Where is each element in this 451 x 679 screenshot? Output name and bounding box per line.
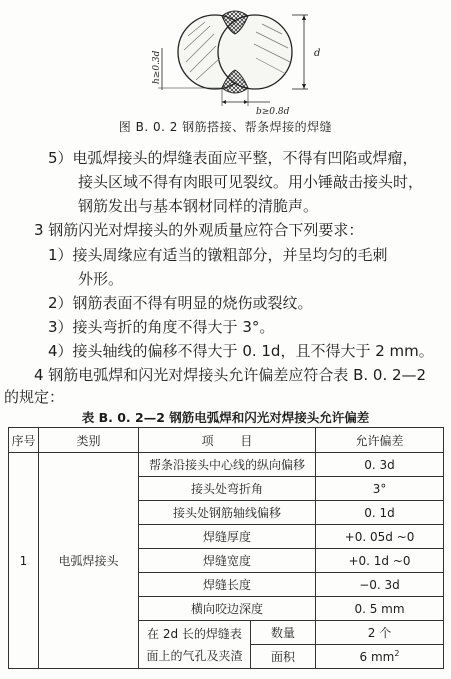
table-row (9, 453, 444, 477)
weld-diagram (150, 4, 350, 116)
cell-no: 1 (9, 453, 39, 669)
cell-tolerance: +0. 05d ~0 (316, 525, 444, 549)
pore-item-line2: 面上的气孔及夹渣 (146, 648, 243, 663)
dimension-h-label: h≥0.3d (152, 50, 162, 84)
cell-pore-item (139, 621, 251, 669)
paragraph-line: 5）电弧焊接头的焊缝表面应平整，不得有凹陷或焊瘤， (48, 149, 418, 167)
cell-item: 焊缝长度 (139, 573, 316, 597)
paragraph-line: 3）接头弯折的角度不得大于 3°。 (48, 318, 275, 336)
cell-tolerance (316, 645, 444, 669)
cell-item: 横向咬边深度 (139, 597, 316, 621)
cell-tolerance: +0. 1d ~0 (316, 549, 444, 573)
paragraph-line: 4）接头轴线的偏移不得大于 0. 1d，且不得大于 2 mm。 (48, 342, 434, 360)
paragraph-line: 钢筋发出与基本钢材同样的清脆声。 (78, 197, 319, 215)
cell-tolerance: 0. 3d (316, 453, 444, 477)
cell-tolerance: 2 个 (316, 621, 444, 645)
cell-tolerance: 0. 1d (316, 501, 444, 525)
cell-tolerance: −0. 3d (316, 573, 444, 597)
header-tolerance: 允许偏差 (316, 428, 444, 453)
paragraph-line: 的规定： (4, 388, 65, 406)
cell-category: 电弧焊接头 (39, 453, 139, 669)
dimension-b-label: b≥0.8d (256, 107, 290, 116)
figure-caption: 图 B. 0. 2 钢筋搭接、帮条焊接的焊缝 (118, 120, 333, 134)
tolerance-table (8, 427, 444, 669)
table-title: 表 B. 0. 2—2 钢筋电弧焊和闪光对焊接头允许偏差 (81, 410, 370, 425)
cell-tolerance: 0. 5 mm (316, 597, 444, 621)
cell-tolerance: 3° (316, 477, 444, 501)
header-no: 序号 (9, 428, 39, 453)
paragraph-line: 4 钢筋电弧焊和闪光对焊接头允许偏差应符合表 B. 0. 2—2 (34, 366, 427, 384)
paragraph-line: 外形。 (78, 270, 124, 288)
cell-item: 接头处钢筋轴线偏移 (139, 501, 316, 525)
cell-item: 焊缝厚度 (139, 525, 316, 549)
area-value: 6 mm (359, 649, 395, 664)
dimension-d-label: d (314, 48, 321, 59)
cell-sub-label: 面积 (251, 645, 316, 669)
area-unit-superscript: 2 (394, 648, 400, 658)
pore-item-line1: 在 2d 长的焊缝表 (147, 626, 242, 641)
cell-item: 焊缝宽度 (139, 549, 316, 573)
cell-item: 帮条沿接头中心线的纵向偏移 (139, 453, 316, 477)
cell-item: 接头处弯折角 (139, 477, 316, 501)
paragraph-line: 接头区域不得有肉眼可见裂纹。用小锤敲击接头时， (78, 173, 424, 191)
header-item: 项 目 (139, 428, 316, 453)
table-header-row (9, 428, 444, 453)
paragraph-line: 1）接头周缘应有适当的镦粗部分，并呈均匀的毛刺 (48, 246, 388, 264)
cell-sub-label: 数量 (251, 621, 316, 645)
paragraph-line: 3 钢筋闪光对焊接头的外观质量应符合下列要求： (34, 221, 364, 239)
header-category: 类别 (39, 428, 139, 453)
paragraph-line: 2）钢筋表面不得有明显的烧伤或裂纹。 (48, 294, 313, 312)
